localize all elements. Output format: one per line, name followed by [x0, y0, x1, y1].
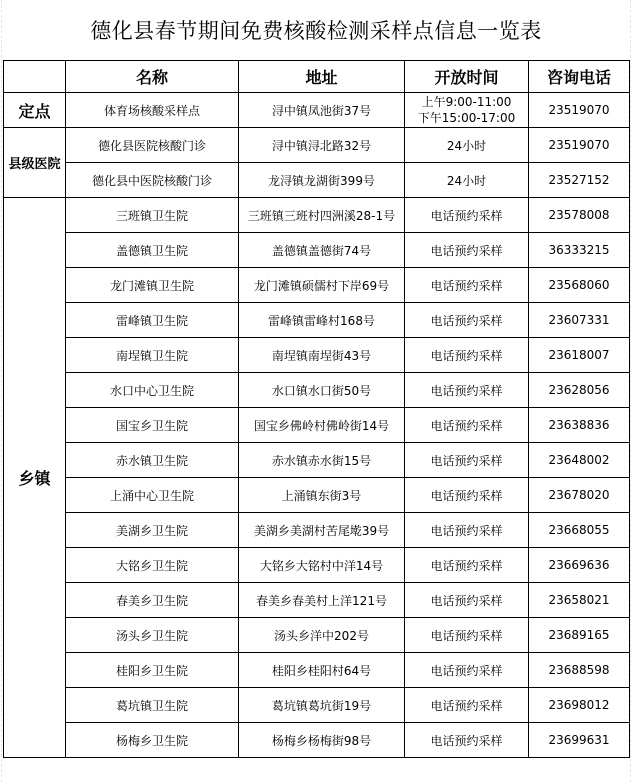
- category-cell: 县级医院: [4, 128, 66, 198]
- hours-cell: 电话预约采样: [405, 653, 529, 688]
- address-cell: 盖德镇盖德街74号: [239, 233, 405, 268]
- phone-cell: 23568060: [529, 268, 630, 303]
- phone-cell: 36333215: [529, 233, 630, 268]
- table-row: [4, 408, 630, 443]
- phone-cell: 23669636: [529, 548, 630, 583]
- hours-cell: 电话预约采样: [405, 303, 529, 338]
- phone-cell: 23527152: [529, 163, 630, 198]
- table-row: [4, 163, 630, 198]
- hours-cell: 电话预约采样: [405, 233, 529, 268]
- phone-cell: 23688598: [529, 653, 630, 688]
- site-name-cell: 春美乡卫生院: [66, 583, 239, 618]
- header-phone: 咨询电话: [529, 61, 630, 93]
- address-cell: 龙门滩镇硕儒村下岸69号: [239, 268, 405, 303]
- address-cell: 上涌镇东街3号: [239, 478, 405, 513]
- header-hours: 开放时间: [405, 61, 529, 93]
- address-cell: 葛坑镇葛坑街19号: [239, 688, 405, 723]
- address-cell: 汤头乡洋中202号: [239, 618, 405, 653]
- table-row: [4, 723, 630, 758]
- address-cell: 浔中镇凤池街37号: [239, 93, 405, 128]
- hours-cell: 电话预约采样: [405, 723, 529, 758]
- hours-cell: 电话预约采样: [405, 548, 529, 583]
- site-name-cell: 盖德镇卫生院: [66, 233, 239, 268]
- hours-cell: 电话预约采样: [405, 408, 529, 443]
- hours-cell: 24小时: [405, 163, 529, 198]
- address-cell: 赤水镇赤水街15号: [239, 443, 405, 478]
- phone-cell: 23638836: [529, 408, 630, 443]
- hours-cell: 电话预约采样: [405, 443, 529, 478]
- site-name-cell: 桂阳乡卫生院: [66, 653, 239, 688]
- hours-cell: 电话预约采样: [405, 198, 529, 233]
- phone-cell: 23648002: [529, 443, 630, 478]
- site-name-cell: 水口中心卫生院: [66, 373, 239, 408]
- address-cell: 南埕镇南埕街43号: [239, 338, 405, 373]
- site-name-cell: 美湖乡卫生院: [66, 513, 239, 548]
- site-name-cell: 德化县中医院核酸门诊: [66, 163, 239, 198]
- header-name: 名称: [66, 61, 239, 93]
- hours-cell: 电话预约采样: [405, 373, 529, 408]
- phone-cell: 23689165: [529, 618, 630, 653]
- table-row: [4, 198, 630, 233]
- address-cell: 龙浔镇龙湖街399号: [239, 163, 405, 198]
- site-name-cell: 葛坑镇卫生院: [66, 688, 239, 723]
- phone-cell: 23519070: [529, 128, 630, 163]
- table-row: [4, 513, 630, 548]
- sheet-gridline: [1, 0, 2, 782]
- table-row: [4, 478, 630, 513]
- site-name-cell: 南埕镇卫生院: [66, 338, 239, 373]
- address-cell: 大铭乡大铭村中洋14号: [239, 548, 405, 583]
- hours-morning: 上午9:00-11:00: [421, 95, 512, 109]
- site-name-cell: 三班镇卫生院: [66, 198, 239, 233]
- site-name-cell: 体育场核酸采样点: [66, 93, 239, 128]
- hours-cell: 电话预约采样: [405, 688, 529, 723]
- phone-cell: 23678020: [529, 478, 630, 513]
- hours-afternoon: 下午15:00-17:00: [417, 111, 516, 125]
- address-cell: 春美乡春美村上洋121号: [239, 583, 405, 618]
- table-row: [4, 583, 630, 618]
- address-cell: 水口镇水口街50号: [239, 373, 405, 408]
- page-title: 德化县春节期间免费核酸检测采样点信息一览表: [90, 19, 542, 43]
- phone-cell: 23699631: [529, 723, 630, 758]
- table-row: [4, 338, 630, 373]
- site-name-cell: 大铭乡卫生院: [66, 548, 239, 583]
- table-row: [4, 128, 630, 163]
- table-row: [4, 443, 630, 478]
- phone-cell: 23607331: [529, 303, 630, 338]
- table-body: [4, 93, 630, 758]
- table-row: [4, 268, 630, 303]
- phone-cell: 23519070: [529, 93, 630, 128]
- header-category: [4, 61, 66, 93]
- site-name-cell: 雷峰镇卫生院: [66, 303, 239, 338]
- table-row: [4, 688, 630, 723]
- table-row: [4, 618, 630, 653]
- hours-cell: 电话预约采样: [405, 618, 529, 653]
- address-cell: 杨梅乡杨梅街98号: [239, 723, 405, 758]
- hours-cell: 电话预约采样: [405, 513, 529, 548]
- phone-cell: 23618007: [529, 338, 630, 373]
- table-row: [4, 548, 630, 583]
- hours-cell: 电话预约采样: [405, 268, 529, 303]
- phone-cell: 23668055: [529, 513, 630, 548]
- sampling-sites-table: [3, 60, 630, 758]
- site-name-cell: 德化县医院核酸门诊: [66, 128, 239, 163]
- address-cell: 雷峰镇雷峰村168号: [239, 303, 405, 338]
- address-cell: 美湖乡美湖村苦尾墘39号: [239, 513, 405, 548]
- site-name-cell: 上涌中心卫生院: [66, 478, 239, 513]
- table-row: [4, 93, 630, 128]
- site-name-cell: 龙门滩镇卫生院: [66, 268, 239, 303]
- site-name-cell: 国宝乡卫生院: [66, 408, 239, 443]
- table-header-row: [4, 61, 630, 93]
- site-name-cell: 杨梅乡卫生院: [66, 723, 239, 758]
- phone-cell: 23698012: [529, 688, 630, 723]
- phone-cell: 23628056: [529, 373, 630, 408]
- address-cell: 桂阳乡桂阳村64号: [239, 653, 405, 688]
- address-cell: 三班镇三班村四洲溪28-1号: [239, 198, 405, 233]
- table-row: [4, 303, 630, 338]
- sheet-gridline: [630, 0, 631, 782]
- site-name-cell: 汤头乡卫生院: [66, 618, 239, 653]
- site-name-cell: 赤水镇卫生院: [66, 443, 239, 478]
- category-cell: 定点: [4, 93, 66, 128]
- category-cell: 乡镇: [4, 198, 66, 758]
- address-cell: 国宝乡佛岭村佛岭街14号: [239, 408, 405, 443]
- hours-cell: 电话预约采样: [405, 478, 529, 513]
- phone-cell: 23578008: [529, 198, 630, 233]
- hours-cell: 24小时: [405, 128, 529, 163]
- address-cell: 浔中镇浔北路32号: [239, 128, 405, 163]
- header-address: 地址: [239, 61, 405, 93]
- phone-cell: 23658021: [529, 583, 630, 618]
- hours-cell: 电话预约采样: [405, 338, 529, 373]
- table-row: [4, 373, 630, 408]
- hours-cell: [405, 93, 529, 128]
- table-row: [4, 653, 630, 688]
- table-row: [4, 233, 630, 268]
- hours-cell: 电话预约采样: [405, 583, 529, 618]
